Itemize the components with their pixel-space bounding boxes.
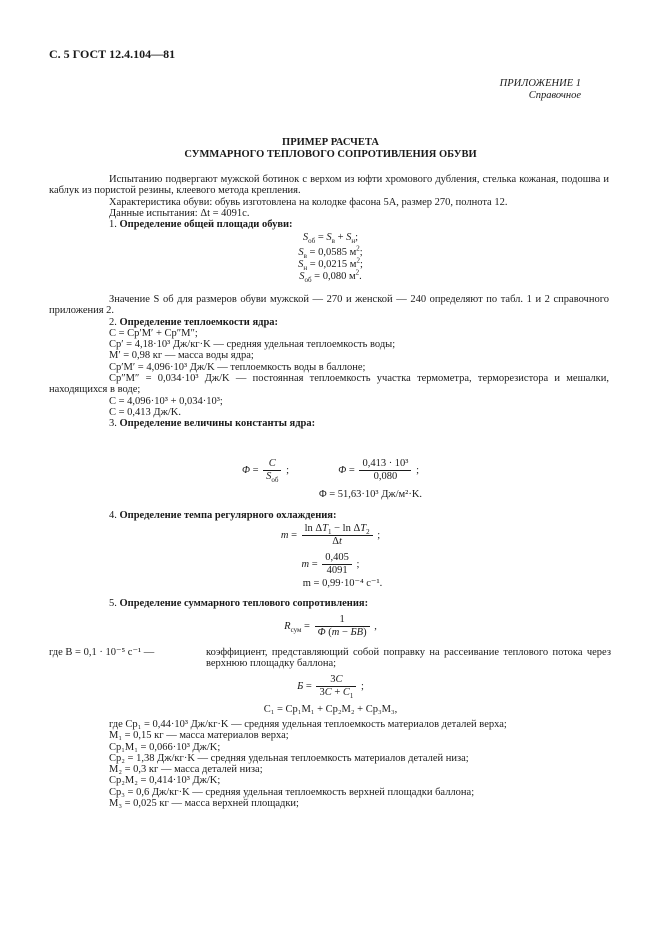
intro-section: [49, 174, 609, 230]
def-row: Cp₂ = 1,38 Дж/кг·K — средняя удельная теплоемкость материалов деталей низа;: [109, 752, 469, 764]
section-3-heading: 3. Определение величины константы ядра:: [109, 418, 316, 430]
def-row: Cp₂M₂ = 0,414·10³ Дж/K;: [109, 775, 221, 787]
s2-line-3: M′ = 0,98 кг — масса воды ядра;: [109, 350, 254, 362]
section-1-note: Значение S об для размеров обуви мужской — 270 и женской — 240 определяют по табл. 1 и 2 справочного приложения 2. 2. Определение теплоемкости ядра: C = Cp′M′ + Cp″M″; Cp′ = 4,18·10³ Дж/кг·K — средняя удельная теплоемкость воды; M′ = 0,98 кг — масса воды ядра; Cp′M′ = 4,096·10³ Дж/K — теплоемкость воды в баллоне; Cp″M″ = 0,034·10³ Дж/K — постоянная теплоемкость участка термометра, терморезистора и мешалки, находящихся в воде; C = 4,096·10³ + 0,034·10³; C = 0,413 Дж/K. 3. Определение величины константы ядра:: [49, 294, 609, 430]
intro-paragraph-1: Испытанию подвергают мужской ботинок с верхом из юфти хромового дубления, стелька кожаная, подошва и каблук из пористой резины, клеевого метода крепления.: [49, 174, 609, 197]
intro-paragraph-2: Характеристика обуви: обувь изготовлена на колодке фасона 5А, размер 270, полнота 12.: [109, 196, 508, 208]
appendix-label-block: [500, 78, 581, 102]
section-1-heading: 1. Определение общей площади обуви:: [109, 219, 293, 231]
s2-line-5: Cp″M″ = 0,034·10³ Дж/K — постоянная теплоемкость участка термометра, терморезистора и мешалки, находящихся в воде;: [49, 373, 609, 396]
def-row: Cp₁M₁ = 0,066·10³ Дж/K;: [109, 741, 221, 753]
appendix-sublabel: Справочное: [528, 90, 581, 101]
formula-b: Б = $\frac{3C}{3C + C_1}$ ;: [297, 674, 364, 701]
def-row: M₂ = 0,3 кг — масса деталей низа;: [109, 764, 263, 776]
formula-s-total: $S_{об} = S_в + S_н$;: [302, 232, 359, 246]
page-title-line2: СУММАРНОГО ТЕПЛОВОГО СОПРОТИВЛЕНИЯ ОБУВИ: [184, 149, 477, 160]
def-row: M₃ = 0,025 кг — масса верхней площадки;: [109, 798, 299, 810]
b-explanation: коэффициент, представляющий собой поправку на рассеивание теплового потока через верхнюю площадку баллона;: [206, 647, 611, 670]
formula-r-sum: $R_{сум}$ = $\frac{1}{\Phi (m - БB)}$ ,: [284, 614, 377, 638]
s2-line-2: Cp′ = 4,18·10³ Дж/кг·K — средняя удельная теплоемкость воды;: [109, 339, 396, 351]
section-2-heading: 2. Определение теплоемкости ядра:: [109, 316, 279, 328]
formula-m-result: m = 0,99·10⁻⁴ с⁻¹.: [302, 578, 383, 589]
b-definition: где B = 0,1 · 10⁻⁵ с⁻¹ —: [49, 647, 155, 658]
document-header: С. 5 ГОСТ 12.4.104—81: [49, 47, 176, 61]
formula-s-result: $S_{об} = 0,080$ $м^2$.: [299, 268, 362, 285]
s5-definitions: [109, 719, 614, 809]
formula-c1: C₁ = Cp₁M₁ + Cp₂M₂ + Cp₃M₃,: [263, 704, 398, 715]
section-4-heading: 4. Определение темпа регулярного охлаждения:: [109, 510, 337, 521]
intro-paragraph-3: Данные испытания: Δt = 4091с.: [109, 207, 250, 219]
s2-line-4: Cp′M′ = 4,096·10³ Дж/K — теплоемкость воды в баллоне;: [109, 361, 366, 373]
section-5: [49, 598, 609, 609]
def-row: M₁ = 0,15 кг — масса материалов верха;: [109, 730, 289, 742]
section-4: [49, 510, 609, 521]
formula-m: m = $\frac{\ln \Delta T_1 - \ln \Delta T_2}{\Delta t}$ ;: [280, 523, 381, 547]
s2-line-1: C = Cp′M′ + Cp″M″;: [109, 327, 198, 339]
formula-phi-result: Φ = 51,63·10³ Дж/м²·K.: [318, 489, 423, 500]
formula-m-values: m = $\frac{0,405}{4091}$ ;: [301, 552, 360, 576]
s2-line-7: C = 0,413 Дж/K.: [109, 406, 181, 418]
def-row: где Cp₁ = 0,44·10³ Дж/кг·K — средняя удельная теплоемкость материалов деталей верха;: [109, 719, 507, 730]
appendix-label: ПРИЛОЖЕНИЕ 1: [499, 78, 581, 89]
formula-s-lower: $S_н = 0,0215$ $м^2$;: [298, 256, 363, 273]
def-row: Cp₃ = 0,6 Дж/кг·K — средняя удельная теплоемкость верхней площадки баллона;: [109, 786, 475, 798]
section-5-heading: 5. Определение суммарного теплового сопротивления:: [109, 598, 369, 609]
page-title-line1: ПРИМЕР РАСЧЕТА: [282, 137, 379, 148]
formula-phi: Φ = $\frac{C}{S_{об}}$ ; Φ = $\frac{\text{0,413 · 10³}}{0,080}$ ;: [241, 458, 420, 485]
s2-line-6: C = 4,096·10³ + 0,034·10³;: [109, 395, 223, 407]
formula-s-upper: $S_в = 0,0585$ $м^2$;: [298, 244, 363, 261]
